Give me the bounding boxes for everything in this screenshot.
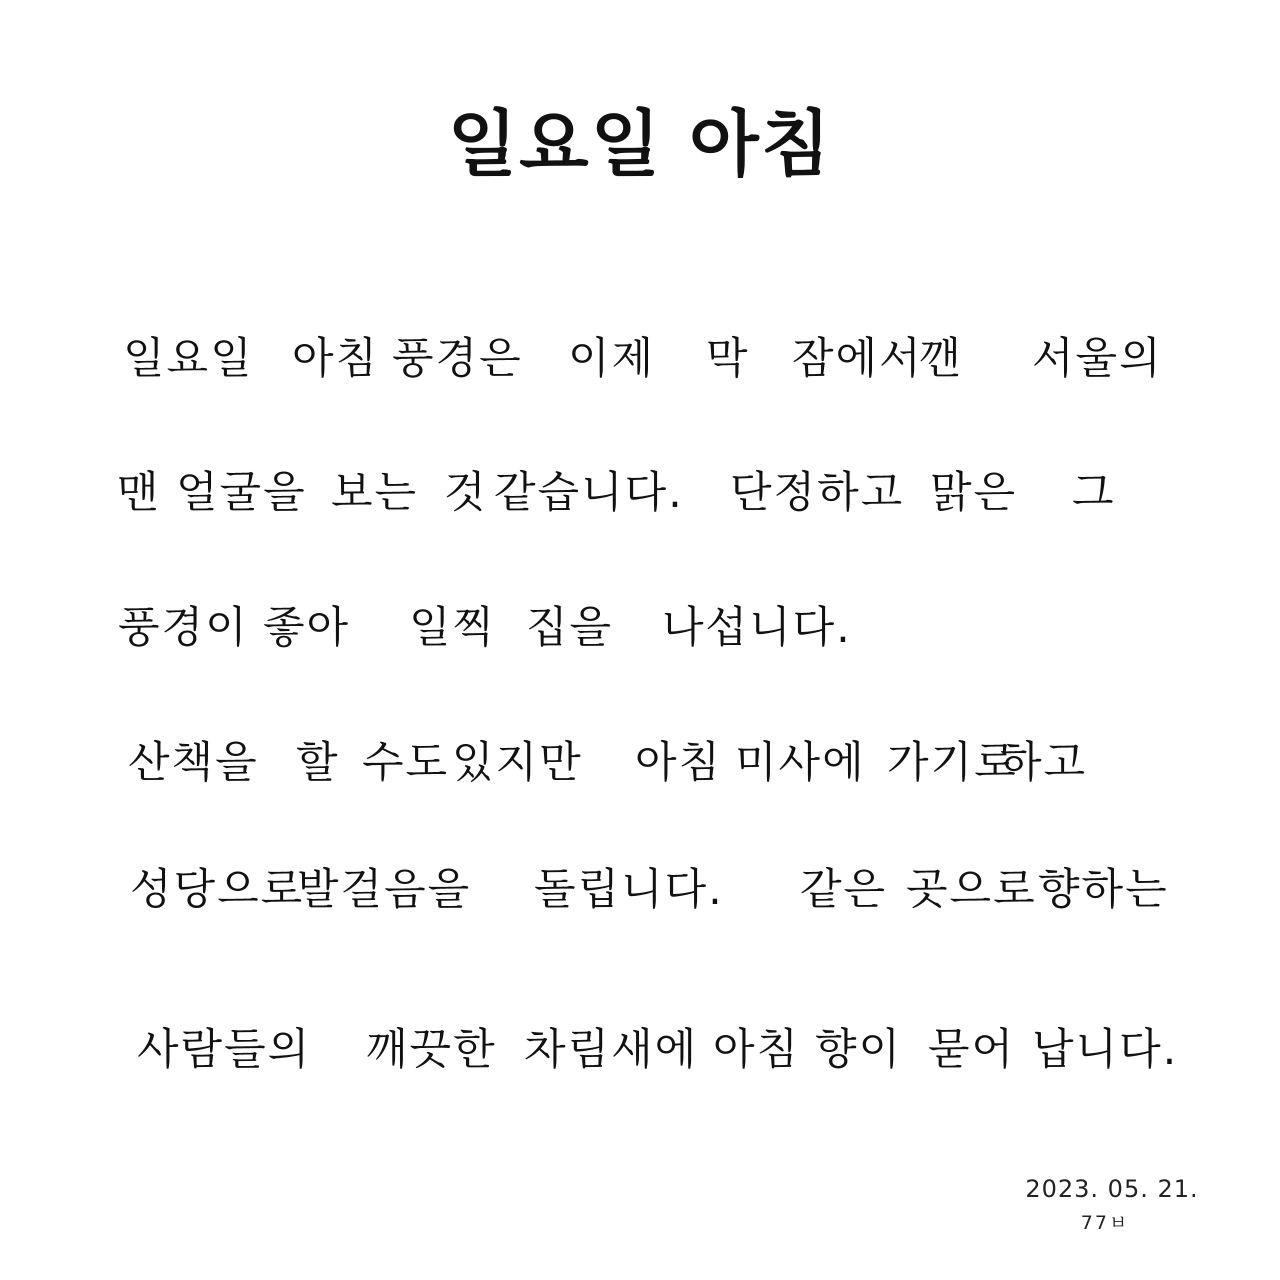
word: 있지만: [452, 738, 583, 788]
word: 그: [1072, 468, 1116, 518]
word: 깬: [919, 334, 963, 384]
word: 풍경은: [392, 334, 523, 384]
word: 아침: [713, 1025, 801, 1075]
word: 같은: [800, 865, 888, 915]
text-line-1: [0, 327, 1280, 391]
word: 사람들의: [137, 1025, 312, 1075]
date-signature-block: [1002, 1172, 1222, 1240]
word: 아침: [292, 334, 380, 384]
word: 단정하고: [730, 468, 905, 518]
word: 나섭니다.: [662, 603, 852, 653]
word: 집을: [526, 603, 614, 653]
word: 같습니다.: [494, 468, 684, 518]
word: 돌립니다.: [534, 865, 724, 915]
word: 맑은: [930, 468, 1018, 518]
word: 하고: [1000, 738, 1088, 788]
text-line-6: [0, 1018, 1280, 1082]
word: 보는: [331, 468, 419, 518]
word: 얼굴을: [176, 468, 307, 518]
word: 아침: [635, 738, 723, 788]
document-date: 2023. 05. 21.: [1025, 1175, 1199, 1203]
document-title: 일요일 아침: [447, 102, 833, 186]
word: 막: [706, 334, 750, 384]
word: 향하는: [1038, 865, 1169, 915]
text-line-5: [0, 858, 1280, 922]
word: 납니다.: [1032, 1025, 1179, 1075]
word: 것: [444, 468, 488, 518]
word: 성당으로: [130, 865, 305, 915]
word: 발걸음을: [297, 865, 472, 915]
handwritten-signature: 77ㅂ: [1080, 1212, 1130, 1234]
word: 맨: [117, 468, 161, 518]
word: 서울의: [1032, 334, 1163, 384]
word: 풍경이: [118, 603, 249, 653]
word: 좋아: [263, 603, 351, 653]
word: 묻어: [928, 1025, 1016, 1075]
word: 깨끗한: [366, 1025, 497, 1075]
word: 이제: [568, 334, 656, 384]
word: 미사에: [735, 738, 866, 788]
word: 산책을: [128, 738, 259, 788]
text-line-2: [0, 461, 1280, 525]
word: 차림새에: [524, 1025, 699, 1075]
word: 할: [296, 738, 340, 788]
text-line-3: [0, 596, 1280, 660]
word: 잠에서: [792, 334, 923, 384]
word: 향이: [815, 1025, 903, 1075]
word: 수도: [362, 738, 450, 788]
word: 일찍: [409, 603, 497, 653]
word: 곳으로: [906, 865, 1037, 915]
text-line-4: [0, 731, 1280, 795]
word: 가기로: [887, 738, 1018, 788]
word: 일요일: [123, 334, 254, 384]
